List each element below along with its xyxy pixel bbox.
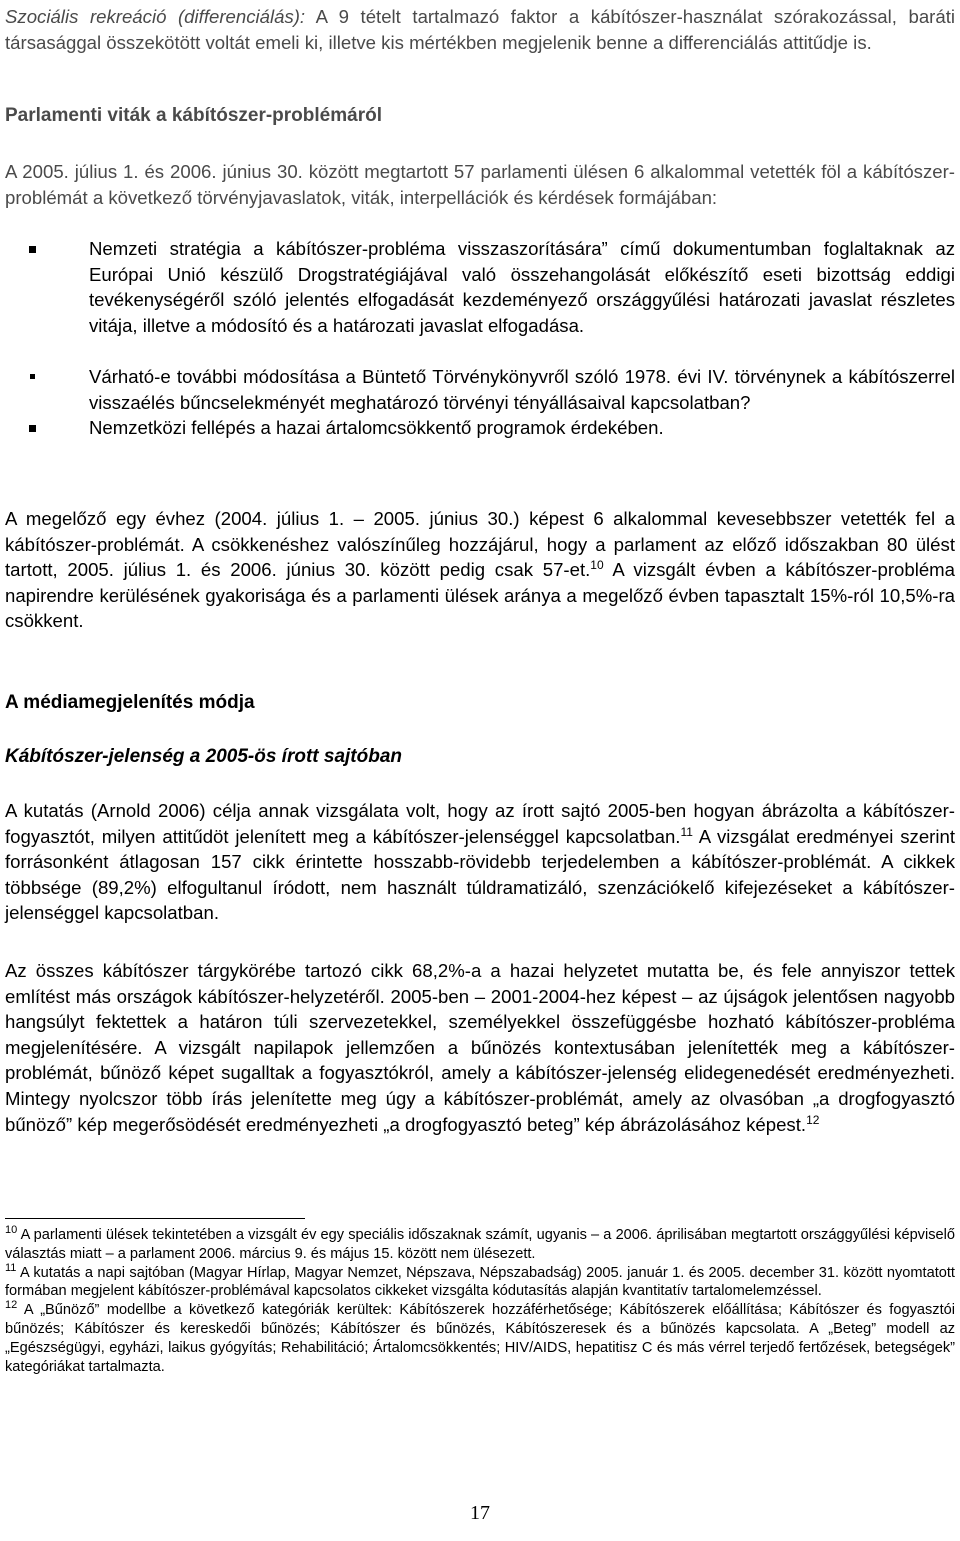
list-item	[5, 364, 955, 415]
footnote-text: A kutatás a napi sajtóban (Magyar Hírlap, Magyar Nemzet, Népszava, Népszabadság) 2005. január 1. és 2005. december 31. között nyomtatott formában megjelent kábítószer-problémával kapcsolatos cikkeket vizsgálta kódutasítás alapján kvantitatív tartalomelemzéssel.	[5, 1264, 955, 1300]
footnote-number: 10	[5, 1224, 18, 1237]
section-heading-parlament: Parlamenti viták a kábítószer-problémáról	[5, 105, 382, 126]
page-number: 17	[470, 1502, 490, 1524]
footnote-ref: 12	[806, 1112, 820, 1127]
list-item	[5, 415, 955, 441]
footnote-11	[5, 1261, 955, 1302]
paragraph-text: A 9 tételt tartalmazó faktor a kábítószer-használat szórakozással, baráti társasággal összekötött voltát emeli ki, illetve kis mértékben megjelenik benne a differenciálás attitűdje is.	[5, 6, 955, 53]
paragraph-osszes-cikk	[5, 958, 955, 1137]
bullet-icon	[29, 425, 36, 432]
footnote-text: A parlamenti ülések tekintetében a vizsgált év egy speciális időszaknak számít, ugyanis – a 2006. áprilisában megtartott országgyűlési képviselő választás miatt – a parlament 2006. március 9. és május 15. között nem ülésezett.	[5, 1227, 955, 1262]
footnote-12	[5, 1301, 955, 1376]
subsection-heading-sajto: Kábítószer-jelenség a 2005-ös írott sajtóban	[5, 746, 403, 767]
paragraph-text: A vizsgálat eredményei szerint forrásonként átlagosan 157 cikk érintette hosszabb-rövidebb terjedelemben a kábítószer-problémát. A cikkek többsége (89,2%) elfogultanul íródott, nem használt túldramatizáló, szenzációkelő kifejezéseket a kábítószer-jelenséggel kapcsolatban.	[5, 825, 955, 924]
paragraph-text: A vizsgált évben a kábítószer-probléma napirendre kerülésének gyakorisága és a parlamenti ülések aránya a megelőző évben tapasztalt 15%-ról 10,5%-ra csökkent.	[5, 559, 955, 632]
footnotes	[5, 1226, 955, 1376]
paragraph-szocialis-rekreacio	[5, 4, 955, 55]
footnote-number: 12	[5, 1299, 18, 1312]
footnote-ref: 10	[590, 558, 604, 572]
list-item	[5, 236, 955, 364]
list-item-text: Várható-e további módosítása a Büntető Törvénykönyvről szóló 1978. évi IV. törvénynek a kábítószerrel visszaélés bűncselekményét meghatározó törvényi tényállásaival kapcsolatban?	[89, 366, 955, 413]
footnote-divider	[5, 1218, 305, 1219]
paragraph-text: Az összes kábítószer tárgykörébe tartozó cikk 68,2%-a a hazai helyzetet mutatta be, és fele annyiszor tettek említést más országok kábítószer-helyzetéről. 2005-ben – 2001-2004-hez képest – az újságok jelentősen nagyobb hangsúlyt fektettek a határon túli szervezetekkel, személyekkel összefüggésbe hozható kábítószer-probléma megjelenítésére. A vizsgált napilapok jellemzően a bűnözés kontextusában jelenítették meg a kábítószer-problémát, bűnöző képet sugalltak a fogyasztókról, amely a kábítószer-jelenség elidegenedését eredményezheti. Mintegy nyolcszor több írás jelenítette meg úgy a kábítószer-problémát, amely az olvasóban „a drogfogyasztó bűnöző” kép megerősödését eredményezheti „a drogfogyasztó beteg” kép ábrázolásához képest.	[5, 960, 955, 1135]
document-page	[5, 0, 955, 1541]
bullet-list	[5, 236, 955, 441]
footnote-10	[5, 1226, 955, 1264]
section-heading-media: A médiamegjelenítés módja	[5, 692, 255, 713]
paragraph-text: A kutatás (Arnold 2006) célja annak vizsgálata volt, hogy az írott sajtó 2005-ben hogyan ábrázolta a kábítószer-fogyasztót, milyen attitűdöt jelenített meg a kábítószer-jelenséggel kapcsolatban.	[5, 800, 955, 847]
paragraph-lead: Szociális rekreáció (differenciálás):	[5, 6, 306, 27]
list-item-text: Nemzeti stratégia a kábítószer-probléma visszaszorítására” című dokumentumban foglaltaknak az Európai Unió készülő Drogstratégiájával való összehangolását előkészítő eseti bizottság eddigi tevékenységéről szóló jelentés elfogadását kezdeményező országgyűlési határozati javaslat részletes vitája, illetve a módosító és a határozati javaslat elfogadása.	[89, 238, 955, 336]
footnote-text: A „Bűnöző” modellbe a következő kategóriák kerültek: Kábítószerek hozzáférhetősége; Kábítószerek előállítása; Kábítószer és fogyasztói bűnözés; Kábítószer és kereskedői bűnözés; Kábítószer és bűnözés, Kábítószeresek és a bűnözés kapcsolata. A „Beteg” modell az „Egészségügyi, egyházi, laikus gyógyítás; Rehabilitáció; Ártalomcsökkentés; HIV/AIDS, hepatitisz C és más vérrel terjedő fertőzések, betegségek” kategóriákat tartalmazta.	[5, 1302, 955, 1375]
paragraph-text: A megelőző egy évhez (2004. július 1. – 2005. június 30.) képest 6 alkalommal kevesebbszer vetették fel a kábítószer-problémát. A csökkenéshez valószínűleg hozzájárul, hogy a parlament az előző időszakban 80 ülést tartott, 2005. július 1. és 2006. június 30. között pedig csak 57-et.	[5, 508, 955, 581]
list-item-text: Nemzetközi fellépés a hazai ártalomcsökkentő programok érdekében.	[89, 417, 664, 439]
footnote-number: 11	[5, 1261, 17, 1274]
paragraph-parlament-intro	[5, 159, 955, 210]
footnote-ref: 11	[680, 824, 693, 839]
paragraph-kutatas	[5, 798, 955, 926]
paragraph-text: között megtartott 57 parlamenti ülésen 6 alkalommal vetették föl a kábítószer-problémát a következő törvényjavaslatok, viták, interpellációk és kérdések formájában:	[5, 161, 955, 208]
bullet-icon	[30, 374, 35, 379]
paragraph-dates: A 2005. július 1. és 2006. június 30.	[5, 161, 303, 182]
bullet-icon	[29, 246, 36, 253]
paragraph-megelozo-ev	[5, 506, 955, 634]
